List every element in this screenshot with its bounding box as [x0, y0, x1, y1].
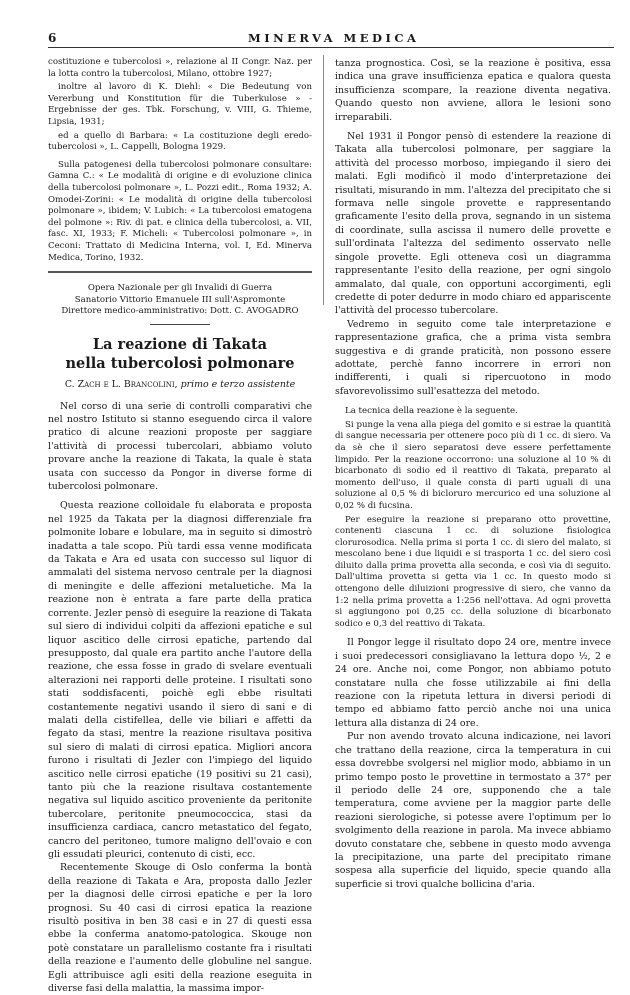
body-paragraph: Recentemente Skouge di Oslo conferma la bontà della reazione di Takata e Ara, proposta dallo Jezler per la diagnosi delle cirrosi epatiche e per la loro prognosi. Su 40 casi di cirrosi epatica la reazione risultò positiva in ben 38 casi e in 27 di questi essa ebbe la conferma anatomo-patologica. Skouge non potè constatare un parallelismo costante fra i risultati della reazione e l'aumento delle globuline nel sangue. Egli attribuisce agli esiti della reazione eseguita in diverse fasi della malattia, la massima impor- [48, 862, 312, 995]
technique-paragraph: Si punge la vena alla piega del gomito e si estrae la quantità di sangue necessaria per ottenere poco più di 1 cc. di siero. Va da sè che il siero separatosi deve essere perfettamente limpido. Per la reazione occorrono: una soluzione al 10 % di bicarbonato di sodio ed il reattivo di Takata, preparato al momento dell'uso, il quale consta di parti uguali di una soluzione al 0,5 % di bicloruro mercurico ed una soluzione al 0,02 % di fucsina. [335, 419, 611, 511]
body-paragraph: Questa reazione colloidale fu elaborata e proposta nel 1925 da Takata per la diagnosi differenziale fra polmonite lobare e lobulare, ma in seguito si dimostrò inadatta a tale scopo. Più tardi essa venne modificata da Takata e Ara ed usata con successo sul liquor di ammalati del sistema nervoso centrale per la diagnosi di meningite e delle affezioni metaluetiche. Ma la reazione non è entrata a fare parte della pratica corrente. Jezler pensò di eseguire la reazione di Takata sul siero di individui colpiti da affezioni epatiche e sul liquor ascitico delle cirrosi epatiche, partendo dal presupposto, dal quale era partito anche l'autore della reazione, che essa fosse in grado di svelare eventuali alterazioni nei rapporti delle proteine. I risultati sono stati soddisfacenti, poichè egli ebbe risultati costantemente negativi usando il siero di sani e di malati della cistifellea, delle vie biliari e affetti da fegato da stasi, mentre la reazione risultava positiva sul siero di malati di cirrosi epatica. Migliori ancora furono i risultati di Jezler con l'impiego del liquido ascitico nelle cirrosi epatiche (19 positivi su 21 casi), tanto più che la reazione risultava costantemente negativa sul liquido ascitico proveniente da peritonite tubercolare, peritonite pneumococcica, stasi da insufficienza cardiaca, cancro metastatico del fegato, cancro del peritoneo, tumore maligno dell'ovaio e con gli essudati pleurici, contenuto di cisti, ecc. [48, 500, 312, 860]
section-divider [48, 271, 312, 273]
body-paragraph: tanza prognostica. Così, se la reazione è positiva, essa indica una grave insufficienza epatica e qualora questa insufficienza scompare, la reazione diventa negativa. Quando questo non avviene, allora le lesioni sono irreparabili. [335, 58, 611, 123]
article-title: nella tubercolosi polmonare [65, 354, 295, 372]
reference-text: ed a quello di Barbara: « La costituzione degli eredo-tubercolosi », L. Cappelli, Bologna 1929. [48, 130, 312, 153]
body-paragraph: Nel 1931 il Pongor pensò di estendere la reazione di Takata alla tubercolosi polmonare, per saggiare la attività del processo morboso, impiegando il siero dei malati. Egli modificò il modo d'interpretazione dei risultati, misurando in mm. l'altezza del precipitato che si formava nelle singole provette e rappresentando graficamente l'esito della prova, segnando in un sistema di coordinate, sulla ascissa il numero delle provette e sull'ordinata l'altezza del sedimento osservato nelle singole provette. Egli otteneva così un diagramma rappresentante l'esito della reazione, per ogni singolo ammalato, dal quale, con opportuni accorgimenti, egli credette di poter dedurre in modo chiaro ed appariscente l'attività del processo tubercolare. [335, 131, 611, 317]
reference-text: inoltre al lavoro di K. Diehl: « Die Bedeutung von Vererbung und Konstitution für die Tuberkulose » - Ergebnisse der ges. Tbk. Forschung, v. VIII, G. Thieme, Lipsia, 1931; [48, 82, 312, 127]
left-column [48, 57, 312, 995]
article-authors [48, 379, 312, 390]
running-header [48, 31, 614, 48]
author-names: C. Zach e L. Brancolini, [64, 378, 178, 390]
body-paragraph: Nel corso di una serie di controlli comparativi che nel nostro Istituto si stanno eseguendo circa il valore pratico di alcune reazioni proposte per saggiare l'attività di processi tubercolari, abbiamo voluto provare anche la reazione di Takata, la quale è stata usata con successo da Pongor in diverse forme di tubercolosi polmonare. [48, 400, 312, 493]
technique-paragraph: La tecnica della reazione è la seguente. [345, 406, 518, 417]
journal-title: MINERVA MEDICA [248, 31, 420, 45]
divider [150, 324, 210, 325]
body-paragraph: Vedremo in seguito come tale interpretazione e rappresentazione grafica, che a prima vista sembra suggestiva e di grande praticità, non possono essere adottate, perchè fanno incorrere in errori non indifferenti, i quali si ripercuotono in modo sfavorevolissimo sull'esattezza del metodo. [335, 318, 611, 397]
page-number: 6 [48, 31, 57, 45]
author-role: primo e terzo assistente [180, 378, 296, 390]
institution-line: Sanatorio Vittorio Emanuele III sull'Aspromonte [74, 294, 286, 305]
body-paragraph: Pur non avendo trovato alcuna indicazione, nei lavori che trattano della reazione, circa la temperatura in cui essa dovrebbe svolgersi nel miglior modo, abbiamo in un primo tempo posto le provettine in termostato a 37° per il periodo delle 24 ore, supponendo che a tale temperatura, come avviene per la maggior parte delle reazioni sierologiche, si potesse avere l'optimum per lo svolgimento della reazione in parola. Ma invece abbiamo dovuto constatare che, sebbene in questo modo avvenga la precipitazione, una parte del precipitato rimane sospesa alla superficie del liquido, specie quando alla superficie si trovi qualche bollicina d'aria. [335, 731, 611, 890]
right-column [335, 57, 611, 891]
technique-paragraph: Per eseguire la reazione si preparano otto provettine, contenenti ciascuna 1 cc. di soluzione fisiologica clorurosodica. Nella prima si porta 1 cc. di siero del malato, si mescolano bene i due liquidi e si trasporta 1 cc. del siero così diluito dalla prima provetta alla seconda, e così via di seguito. Dall'ultima provetta si getta via 1 cc. In questo modo si ottengono delle diluizioni progressive di siero, che vanno da 1:2 nella prima provetta a 1:256 nell'ottava. Ad ogni provetta si aggiungono poi 0,25 cc. della soluzione di bicarbonato sodico e 0,3 del reattivo di Takata. [335, 514, 611, 629]
article-title: La reazione di Takata [92, 335, 268, 353]
institution-line: Opera Nazionale per gli Invalidi di Guerra [87, 283, 273, 294]
reference-text: Sulla patogenesi della tubercolosi polmonare consultare: Gamna C.: « Le modalità di origine e di evoluzione clinica della tubercolosi polmonare », L. Pozzi edit., Roma 1932; A. Omodei-Zorini: « Le modalità di origine della tubercolosi polmonare », ibidem; V. Lubich: « La tubercolosi ematogena del polmone »: Riv. di pat. e clinica della tubercolosi, a. VII, fasc. XI, 1933; F. Micheli: « Tubercolosi polmonare », in Ceconi: Trattato di Medicina Interna, vol. I, Ed. Minerva Medica, Torino, 1932. [48, 159, 312, 263]
institution-line: Direttore medico-amministrativo: Dott. C. AVOGADRO [61, 306, 299, 317]
column-divider [323, 55, 324, 305]
body-paragraph: Il Pongor legge il risultato dopo 24 ore, mentre invece i suoi predecessori consigliavano la lettura dopo ½, 2 e 24 ore. Anche noi, come Pongor, non abbiamo potuto constatare nulla che fosse utilizzabile ai fini della reazione con la ripetuta lettura in diversi periodi di tempo ed abbiamo fatto perciò anche noi una unica lettura alla distanza di 24 ore. [335, 637, 611, 729]
reference-text: costituzione e tubercolosi », relazione al II Congr. Naz. per la lotta contro la tubercolosi, Milano, ottobre 1927; [48, 57, 312, 79]
